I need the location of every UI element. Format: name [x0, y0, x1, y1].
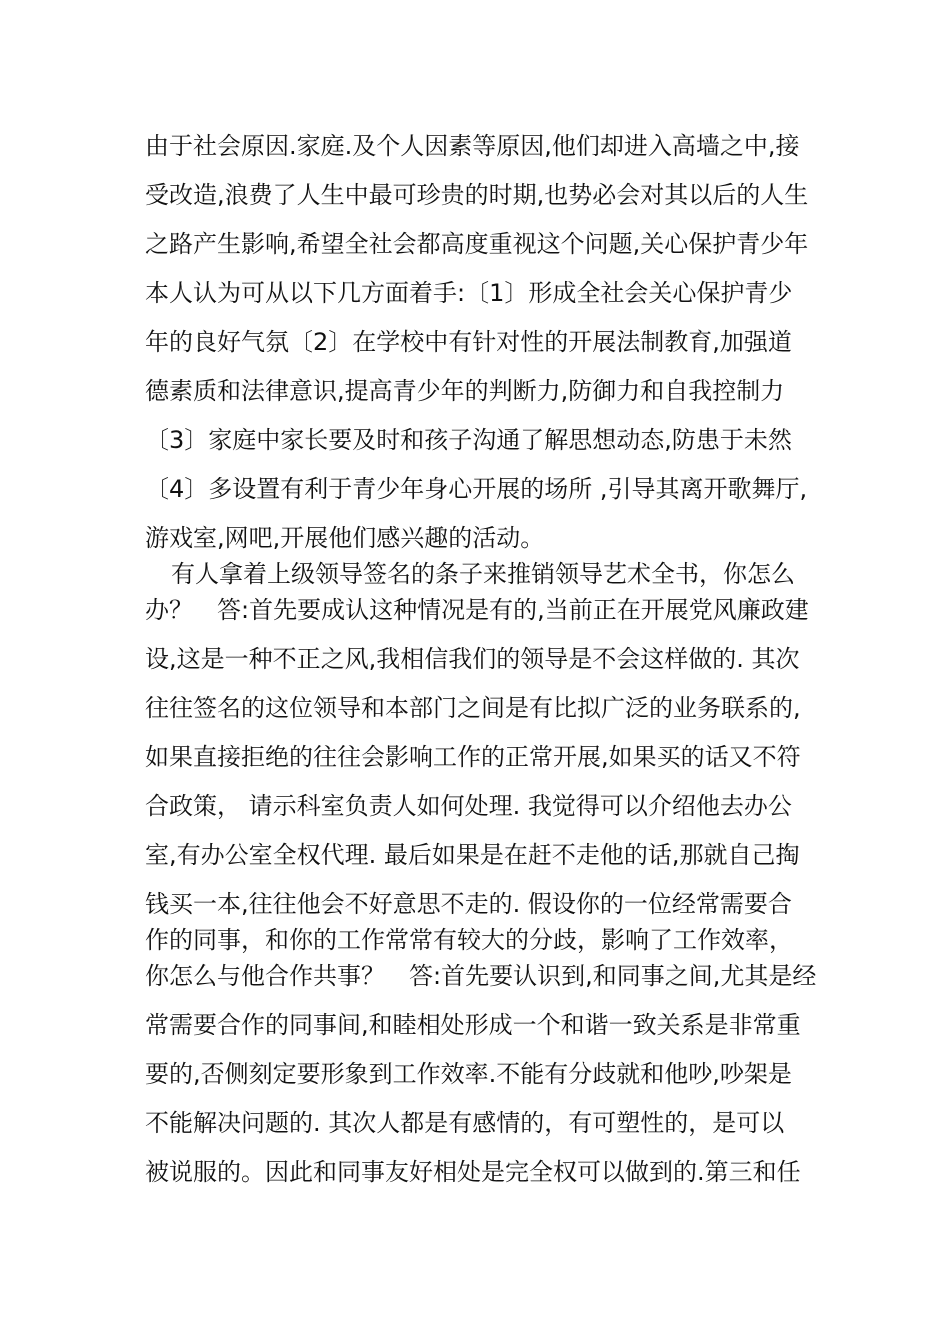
text-line: 如果直接拒绝的往往会影响工作的正常开展,如果买的话又不符 [145, 743, 801, 771]
text-line: 〔4〕多设置有利于青少年身心开展的场所 ,引导其离开歌舞厅, [145, 475, 808, 503]
text-line: 你怎么与他合作共事？ 答:首先要认识到,和同事之间,尤其是经 [145, 962, 817, 990]
text-line: 设,这是一种不正之风,我相信我们的领导是不会这样做的. 其次 [145, 645, 800, 673]
text-line: 德素质和法律意识,提高青少年的判断力,防御力和自我控制力 [145, 377, 785, 405]
text-line: 不能解决问题的. 其次人都是有感情的，有可塑性的，是可以 [145, 1109, 785, 1137]
text-line: 钱买一本,往往他会不好意思不走的. 假设你的一位经常需要合 [145, 890, 792, 918]
document-body [145, 128, 825, 1203]
text-line: 常需要合作的同事间,和睦相处形成一个和谐一致关系是非常重 [145, 1011, 801, 1039]
text-line: 由于社会原因.家庭.及个人因素等原因,他们却进入高墙之中,接 [145, 132, 800, 160]
text-line: 游戏室,网吧,开展他们感兴趣的活动。 [145, 524, 545, 552]
text-line: 年的良好气氛〔2〕在学校中有针对性的开展法制教育,加强道 [145, 328, 792, 356]
text-line: 受改造,浪费了人生中最可珍贵的时期,也势必会对其以后的人生 [145, 181, 809, 209]
text-line: 之路产生影响,希望全社会都高度重视这个问题,关心保护青少年 [145, 230, 809, 258]
text-line: 本人认为可从以下几方面着手:〔1〕形成全社会关心保护青少 [145, 279, 793, 307]
text-line: 〔3〕家庭中家长要及时和孩子沟通了解思想动态,防患于未然 [145, 426, 792, 454]
text-line: 室,有办公室全权代理. 最后如果是在赶不走他的话,那就自己掏 [145, 841, 800, 869]
paragraph-start-line: 有人拿着上级领导签名的条子来推销领导艺术全书，你怎么 [171, 560, 795, 588]
text-line: 被说服的。因此和同事友好相处是完全权可以做到的.第三和任 [145, 1158, 801, 1186]
text-line: 往往签名的这位领导和本部门之间是有比拟广泛的业务联系的, [145, 694, 801, 722]
text-line: 办？ 答:首先要成认这种情况是有的,当前正在开展党风廉政建 [145, 596, 809, 624]
text-line: 要的,否侧刻定要形象到工作效率.不能有分歧就和他吵,吵架是 [145, 1060, 792, 1088]
text-line: 作的同事，和你的工作常常有较大的分歧，影响了工作效率， [145, 926, 793, 954]
text-line: 合政策， 请示科室负责人如何处理. 我觉得可以介绍他去办公 [145, 792, 792, 820]
